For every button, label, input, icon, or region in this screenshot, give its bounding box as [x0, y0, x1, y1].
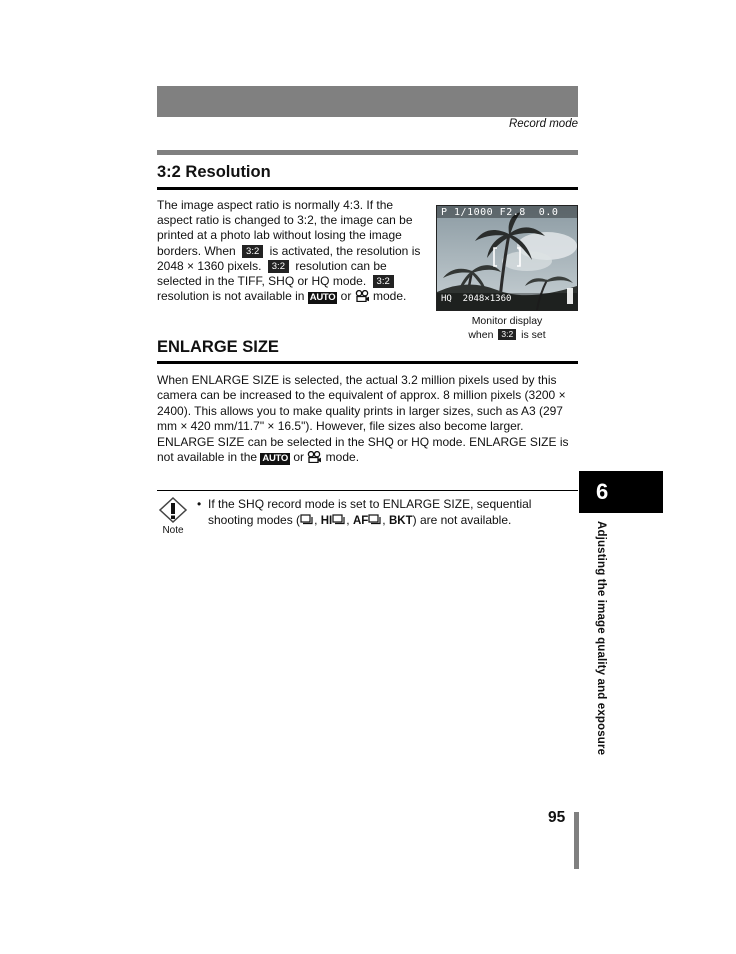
- heading-rule: [157, 361, 578, 364]
- ratio-badge: 3:2: [373, 275, 394, 288]
- note-item: [208, 496, 577, 529]
- movie-mode-icon: [307, 451, 322, 463]
- enlarge-paragraph: [157, 373, 580, 465]
- text: or: [340, 289, 352, 304]
- text: mode.: [373, 289, 407, 304]
- hi-label: HI: [320, 515, 333, 527]
- ratio-badge: 3:2: [268, 260, 289, 273]
- ratio-badge: 3:2: [242, 245, 263, 258]
- bkt-label: BKT: [388, 515, 413, 527]
- resolution-heading: 3:2 Resolution: [157, 163, 271, 181]
- text: When ENLARGE SIZE is selected, the actual 3.2 million pixels used by this camera can be increased to the equivalent of approx. 8 million pixels (3200 × 2400). This allows you to make quality prints in larger sizes, such as A3 (297 mm × 420 mm/11.7" × 16.5"). However, file sizes also become larger. ENLARGE SIZE can be selected in the SHQ or HQ mode. ENLARGE SIZE is not available in the: [157, 373, 569, 465]
- heading-rule: [157, 187, 578, 190]
- hi-sequential-icon: [332, 514, 346, 525]
- monitor-display-image: [436, 205, 578, 311]
- monitor-top-readout: P 1/1000 F2.8 0.0: [441, 207, 559, 218]
- text: ,: [346, 513, 350, 527]
- text: when: [468, 328, 494, 341]
- text: ,: [382, 513, 386, 527]
- text: resolution is not available in: [157, 289, 305, 304]
- ratio-badge: 3:2: [498, 329, 516, 340]
- af-label: AF: [352, 515, 369, 527]
- note-text: [197, 496, 577, 529]
- auto-mode-icon: AUTO: [309, 292, 336, 304]
- section-label: Record mode: [508, 118, 578, 130]
- caption-line2: [436, 329, 578, 343]
- header-bar: [157, 86, 578, 117]
- note-rule: [157, 490, 578, 491]
- note-warning-icon: [158, 496, 188, 524]
- section-divider: [157, 150, 578, 155]
- text: mode.: [325, 450, 360, 465]
- chapter-tab: [579, 471, 663, 513]
- note-label: Note: [162, 525, 184, 536]
- auto-mode-icon: AUTO: [262, 453, 288, 465]
- bullet: •: [197, 497, 202, 511]
- text: is activated, the resolution is 2048 × 1360 pixels.: [157, 243, 421, 273]
- chapter-number: 6: [596, 479, 609, 504]
- text: The image aspect ratio is normally 4:3. If the aspect ratio is changed to 3:2, the image can be printed at a photo lab without losing the image borders. When: [157, 198, 413, 258]
- sequential-shooting-icon: [300, 514, 314, 525]
- page-number-bar: [574, 812, 579, 869]
- text: ) are not available.: [412, 513, 512, 527]
- text: ,: [314, 513, 318, 527]
- text: resolution can be selected in the TIFF, SHQ or HQ mode.: [157, 258, 387, 289]
- monitor-caption: [436, 315, 578, 342]
- resolution-paragraph: [157, 198, 427, 304]
- page-number: 95: [548, 809, 566, 826]
- movie-mode-icon: [355, 290, 370, 302]
- caption-line1: Monitor display: [471, 315, 543, 327]
- monitor-bottom-readout: HQ 2048×1360: [441, 294, 512, 304]
- text: or: [293, 450, 304, 465]
- af-sequential-icon: [368, 514, 382, 525]
- enlarge-heading: ENLARGE SIZE: [157, 338, 279, 356]
- text: If the SHQ record mode is set to ENLARGE SIZE, sequential shooting modes (: [208, 497, 532, 527]
- text: is set: [521, 328, 546, 341]
- chapter-title: Adjusting the image quality and exposure: [595, 521, 607, 756]
